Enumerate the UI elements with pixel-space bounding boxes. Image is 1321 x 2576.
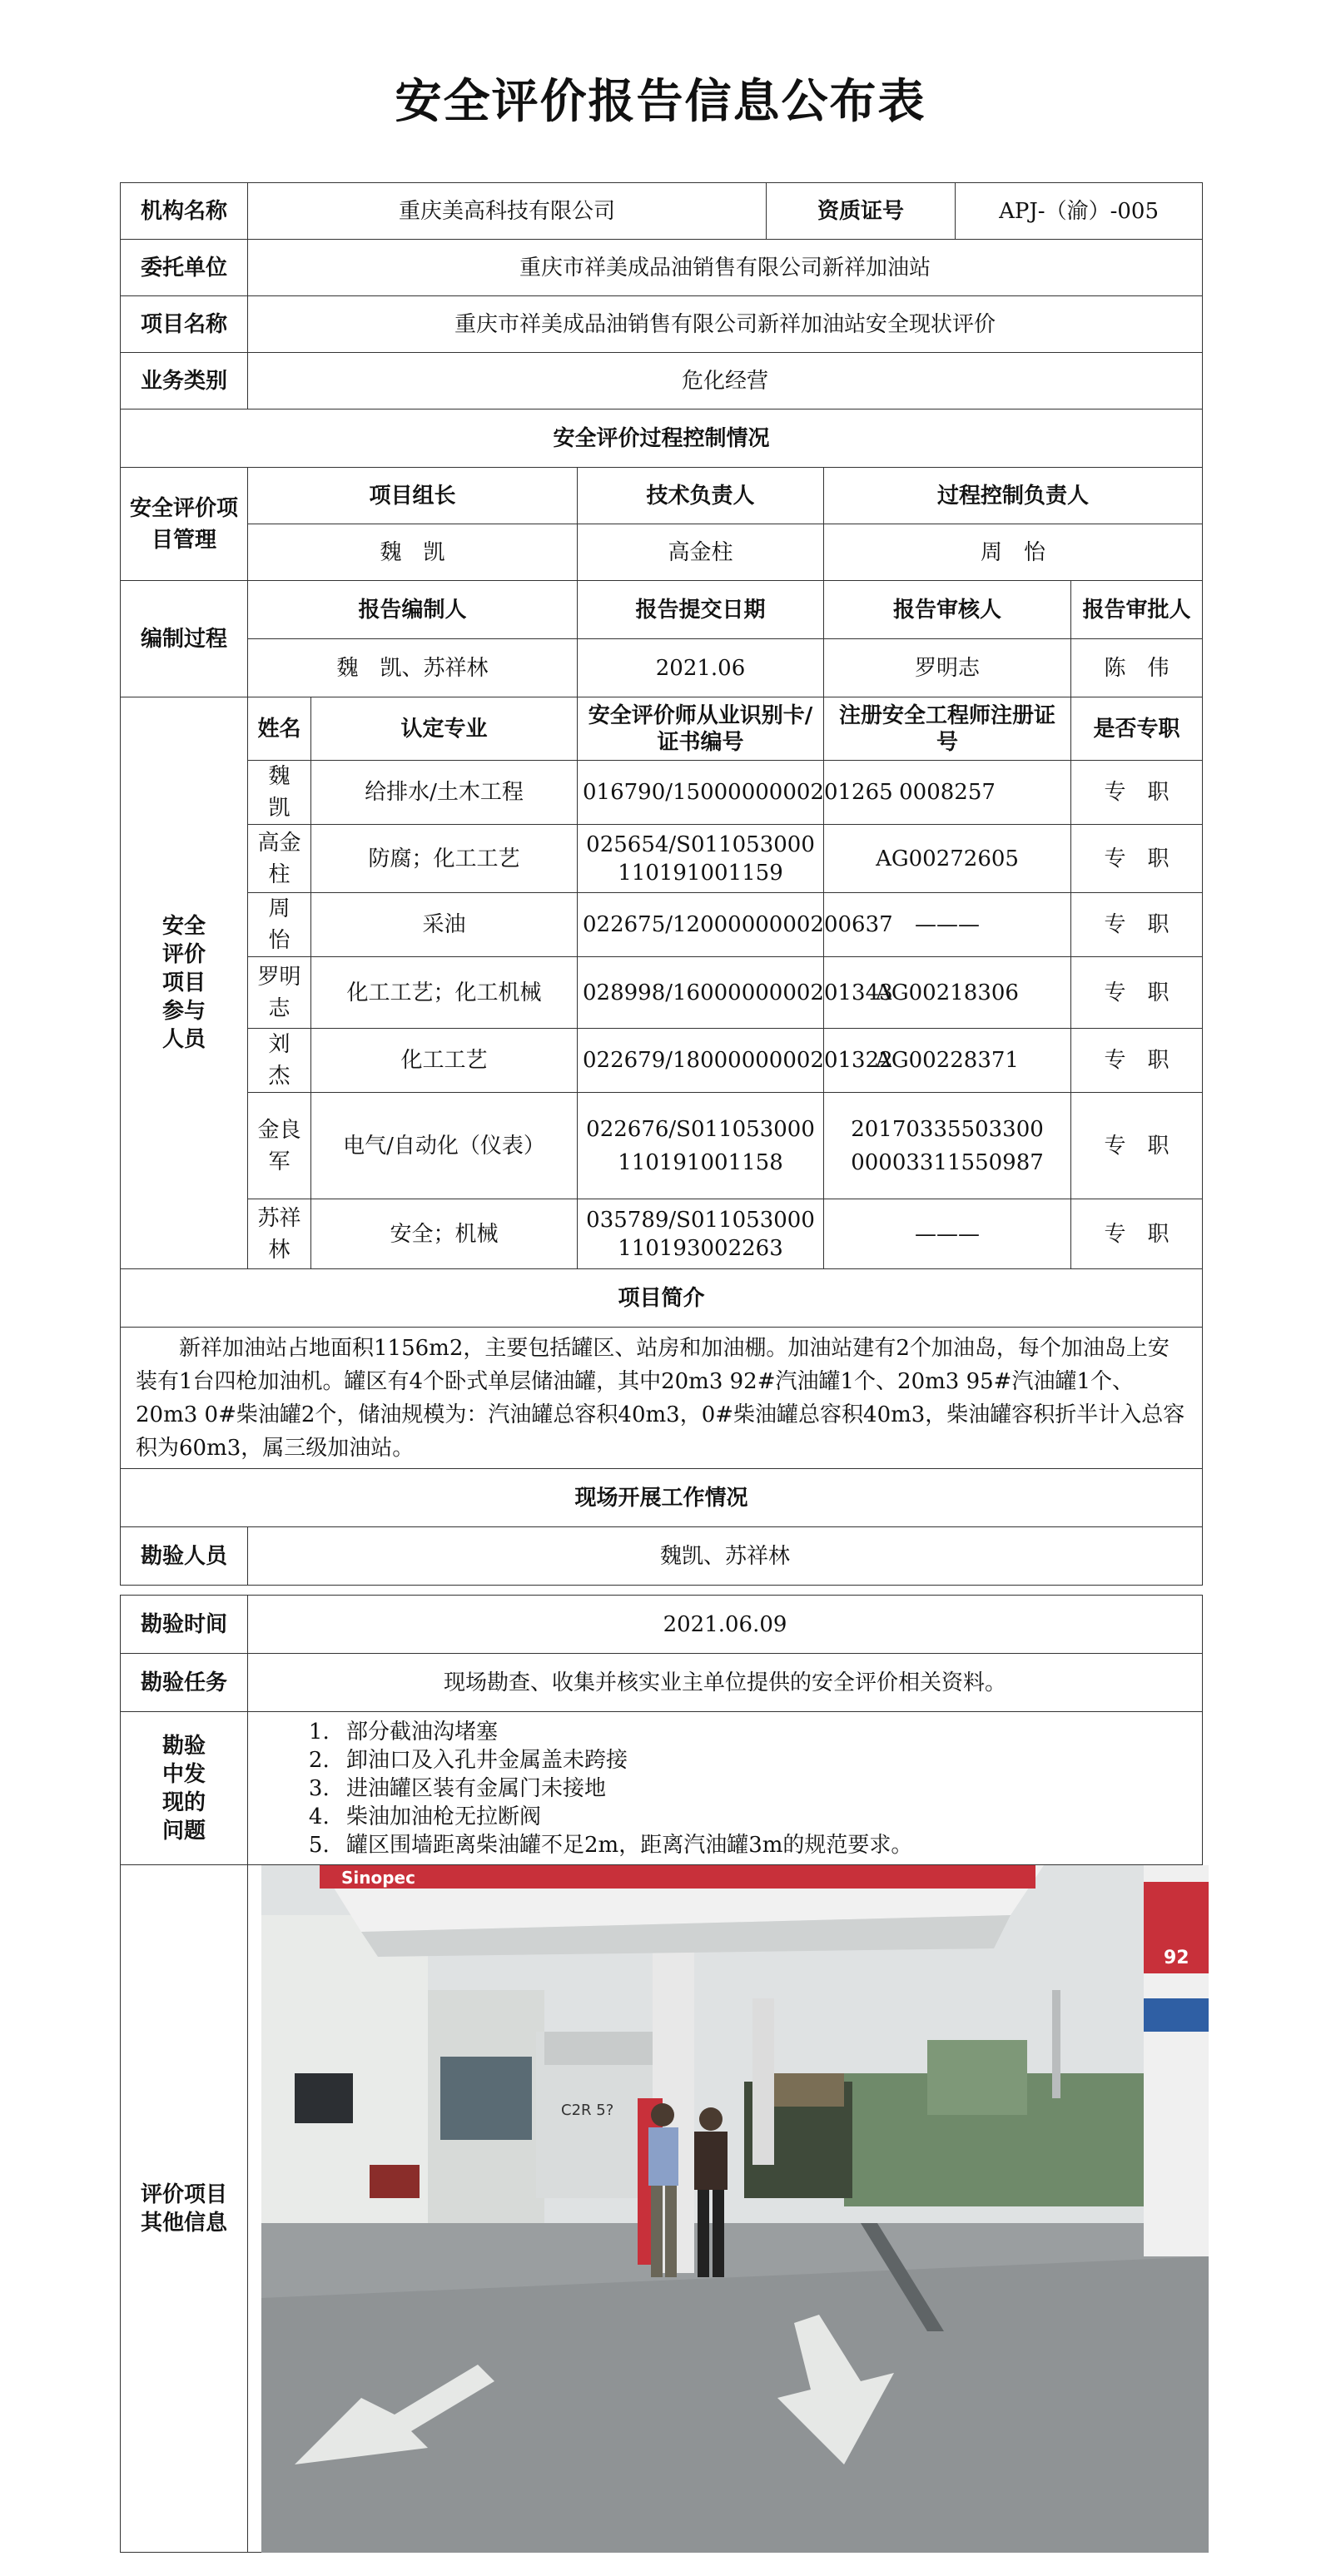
member-fulltime: 专 职 <box>1071 761 1203 825</box>
findings-row <box>121 1712 1203 1865</box>
member-major: 安全；机械 <box>311 1199 578 1269</box>
member-major: 采油 <box>311 893 578 957</box>
member-major: 化工工艺 <box>311 1029 578 1093</box>
intro-header-row <box>121 1269 1203 1328</box>
members-header-major: 认定专业 <box>311 697 578 761</box>
list-item: 5. 罐区围墙距离柴油罐不足2m，距离汽油罐3m的规范要求。 <box>336 1831 1202 1859</box>
member-reg: 0008257 <box>824 761 1071 825</box>
compile-writer: 魏 凯、苏祥林 <box>248 639 578 697</box>
photo-window <box>295 2073 353 2123</box>
member-name: 高金柱 <box>248 825 311 893</box>
member-fulltime: 专 职 <box>1071 893 1203 957</box>
member-card: 022679/1800000000201322 <box>578 1029 824 1093</box>
mgmt-header-leader: 项目组长 <box>248 468 578 524</box>
other-label <box>121 1865 248 2553</box>
mgmt-leader: 魏 凯 <box>248 524 578 581</box>
photo-canopy-band <box>320 1865 1035 1889</box>
photo-ground-shade <box>261 2256 1209 2553</box>
member-fulltime: 专 职 <box>1071 957 1203 1029</box>
member-major: 防腐；化工工艺 <box>311 825 578 893</box>
compile-reviewer: 罗明志 <box>824 639 1071 697</box>
compile-label: 编制过程 <box>121 581 248 697</box>
member-card: 035789/S011053000110193002263 <box>578 1199 824 1269</box>
member-reg: AG00272605 <box>824 825 1071 893</box>
member-name: 魏 凯 <box>248 761 311 825</box>
business-label: 业务类别 <box>121 353 248 409</box>
process-header-row <box>121 409 1203 468</box>
photo-truck-1-top <box>544 2032 661 2065</box>
member-reg: AG00228371 <box>824 1029 1071 1093</box>
member-major: 给排水/土木工程 <box>311 761 578 825</box>
compile-header-row <box>121 581 1203 639</box>
project-row <box>121 296 1203 353</box>
members-header-row <box>121 697 1203 761</box>
member-fulltime: 专 职 <box>1071 1029 1203 1093</box>
member-fulltime: 专 职 <box>1071 1093 1203 1199</box>
business-value: 危化经营 <box>248 353 1203 409</box>
table-row <box>121 1199 1203 1269</box>
management-header-row <box>121 468 1203 524</box>
site-photo <box>261 1865 1209 2553</box>
mgmt-tech: 高金柱 <box>578 524 824 581</box>
table-row <box>121 1029 1203 1093</box>
photo-scooter <box>370 2165 420 2198</box>
task-row <box>121 1654 1203 1712</box>
members-label <box>121 697 248 1269</box>
photo-shop-door <box>440 2057 532 2140</box>
photo-cell <box>248 1865 1203 2553</box>
member-name: 周 怡 <box>248 893 311 957</box>
member-reg: ——— <box>824 893 1071 957</box>
other-row <box>121 1865 1203 2553</box>
table-row <box>121 1093 1203 1199</box>
findings-label <box>121 1712 248 1865</box>
list-item: 3. 进油罐区装有金属门未接地 <box>336 1774 1202 1803</box>
member-major: 化工工艺；化工机械 <box>311 957 578 1029</box>
member-card: 016790/1500000000201265 <box>578 761 824 825</box>
table-row <box>121 893 1203 957</box>
compile-header-approver: 报告审批人 <box>1071 581 1203 639</box>
compile-header-reviewer: 报告审核人 <box>824 581 1071 639</box>
org-name: 重庆美高科技有限公司 <box>248 183 767 240</box>
inspector-label: 勘验人员 <box>121 1527 248 1586</box>
table-row <box>121 825 1203 893</box>
time-value: 2021.06.09 <box>248 1596 1203 1654</box>
member-reg: AG00218306 <box>824 957 1071 1029</box>
compile-header-date: 报告提交日期 <box>578 581 824 639</box>
task-label: 勘验任务 <box>121 1654 248 1712</box>
member-name: 苏祥林 <box>248 1199 311 1269</box>
site-header: 现场开展工作情况 <box>121 1469 1203 1527</box>
member-card: 025654/S011053000110191001159 <box>578 825 824 893</box>
cert-label: 资质证号 <box>767 183 956 240</box>
other-label-text: 评价项目其他信息 <box>140 2181 227 2236</box>
management-label: 安全评价项目管理 <box>121 468 248 581</box>
management-value-row <box>121 524 1203 581</box>
photo-pylon-price: 92 <box>1164 1948 1189 1968</box>
member-reg: 2017033550330000003311550987 <box>824 1093 1071 1199</box>
members-label-text: 安全评价项目参与人员 <box>161 914 206 1052</box>
time-label: 勘验时间 <box>121 1596 248 1654</box>
list-item: 4. 柴油加油枪无拉断阀 <box>336 1803 1202 1831</box>
members-header-card: 安全评价师从业识别卡/证书编号 <box>578 697 824 761</box>
client-value: 重庆市祥美成品油销售有限公司新祥加油站 <box>248 240 1203 296</box>
member-card: 028998/1600000000201343 <box>578 957 824 1029</box>
member-name: 金良军 <box>248 1093 311 1199</box>
task-value: 现场勘查、收集并核实业主单位提供的安全评价相关资料。 <box>248 1654 1203 1712</box>
client-row <box>121 240 1203 296</box>
list-item: 2. 卸油口及入孔井金属盖未跨接 <box>336 1746 1202 1774</box>
org-name-label: 机构名称 <box>121 183 248 240</box>
member-name: 罗明志 <box>248 957 311 1029</box>
table-row <box>121 957 1203 1029</box>
business-row <box>121 353 1203 409</box>
member-major: 电气/自动化（仪表） <box>311 1093 578 1199</box>
list-item: 1. 部分截油沟堵塞 <box>336 1718 1202 1746</box>
table-row <box>121 761 1203 825</box>
site-table <box>120 1595 1203 2553</box>
client-label: 委托单位 <box>121 240 248 296</box>
mgmt-header-tech: 技术负责人 <box>578 468 824 524</box>
mgmt-control: 周 怡 <box>824 524 1203 581</box>
member-fulltime: 专 职 <box>1071 1199 1203 1269</box>
members-header-fulltime: 是否专职 <box>1071 697 1203 761</box>
intro-row <box>121 1328 1203 1469</box>
intro-header: 项目简介 <box>121 1269 1203 1328</box>
inspector-value: 魏凯、苏祥林 <box>248 1527 1203 1586</box>
findings-label-text: 勘验中发现的问题 <box>161 1733 206 1844</box>
members-header-name: 姓名 <box>248 697 311 761</box>
compile-header-writer: 报告编制人 <box>248 581 578 639</box>
cert-number: APJ-（渝）-005 <box>956 183 1203 240</box>
compile-value-row <box>121 639 1203 697</box>
compile-date: 2021.06 <box>578 639 824 697</box>
photo-trees-2 <box>927 2040 1027 2115</box>
inspector-row <box>121 1527 1203 1586</box>
members-header-reg: 注册安全工程师注册证号 <box>824 697 1071 761</box>
mgmt-header-control: 过程控制负责人 <box>824 468 1203 524</box>
photo-column-right <box>752 1998 774 2165</box>
page-title: 安全评价报告信息公布表 <box>395 75 926 129</box>
photo-pylon-blue <box>1144 1998 1209 2032</box>
org-row <box>121 183 1203 240</box>
member-reg: ——— <box>824 1199 1071 1269</box>
member-card: 022675/1200000000200637 <box>578 893 824 957</box>
member-card: 022676/S011053000110191001158 <box>578 1093 824 1199</box>
compile-approver: 陈 伟 <box>1071 639 1203 697</box>
photo-chimney <box>1052 1990 1060 2098</box>
member-fulltime: 专 职 <box>1071 825 1203 893</box>
process-header: 安全评价过程控制情况 <box>121 409 1203 468</box>
findings-cell <box>248 1712 1203 1865</box>
member-name: 刘 杰 <box>248 1029 311 1093</box>
findings-list <box>298 1718 1202 1859</box>
site-header-row <box>121 1469 1203 1527</box>
intro-text: 新祥加油站占地面积1156m2，主要包括罐区、站房和加油棚。加油站建有2个加油岛，每个加油岛上安装有1台四枪加油机。罐区有4个卧式单层储油罐，其中20m3 92#汽油罐1个、20m3 95#汽油罐1个、20m3 0#柴油罐2个，储油规模为：汽油罐总容积40m3，0#柴油罐总容积40m3，柴油罐容积折半计入总容积为60m3，属三级加油站。 <box>121 1328 1203 1469</box>
time-row <box>121 1596 1203 1654</box>
project-value: 重庆市祥美成品油销售有限公司新祥加油站安全现状评价 <box>248 296 1203 353</box>
project-label: 项目名称 <box>121 296 248 353</box>
info-table <box>120 182 1203 1586</box>
photo-truck-plate: C2R 5? <box>561 2102 614 2119</box>
photo-brand-sign: Sinopec <box>341 1868 415 1888</box>
